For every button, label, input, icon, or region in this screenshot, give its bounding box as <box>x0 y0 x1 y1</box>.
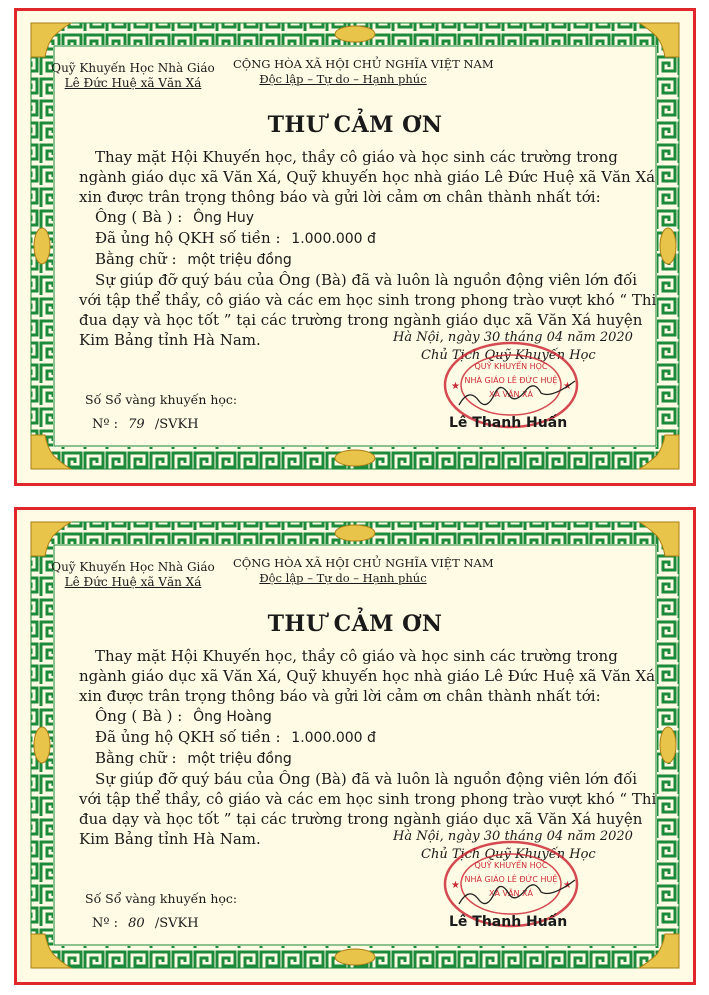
recipient-label: Ông ( Bà ) : <box>95 208 183 226</box>
closing-paragraph: Sự giúp đỡ quý báu của Ông (Bà) đã và luôn là nguồn động viên lớn đối với tập thể thầy, cô giáo và các em học sinh trong phong trào vượt khó “ Thi đua dạy và học tốt ” tại các trường trong ngành giáo dục xã Văn Xá huyện Kim Bảng tỉnh Hà Nam. <box>79 271 657 349</box>
intro-paragraph: Thay mặt Hội Khuyến học, thầy cô giáo và học sinh các trường trong ngành giáo dục xã Văn Xá, Quỹ khuyến học nhà giáo Lê Đức Huệ xã Văn Xá xin được trân trọng thông báo và gửi lời cảm ơn chân thành nhất tới: <box>79 647 656 705</box>
svg-text:NHÀ GIÁO LÊ ĐỨC HUỆ: NHÀ GIÁO LÊ ĐỨC HUỆ <box>464 376 558 385</box>
letter-body <box>79 646 659 849</box>
letter-title: THƯ CẢM ƠN <box>267 611 443 637</box>
signer-title: Chủ Tịch Quỹ Khuyến Học <box>421 847 596 862</box>
number-label: Nº : <box>92 417 118 432</box>
number-label: Nº : <box>92 916 118 931</box>
closing-paragraph: Sự giúp đỡ quý báu của Ông (Bà) đã và luôn là nguồn động viên lớn đối với tập thể thầy, cô giáo và các em học sinh trong phong trào vượt khó “ Thi đua dạy và học tốt ” tại các trường trong ngành giáo dục xã Văn Xá huyện Kim Bảng tỉnh Hà Nam. <box>79 770 657 848</box>
svg-text:★: ★ <box>563 381 572 392</box>
org-line-1: Quỹ Khuyến Học Nhà Giáo <box>51 560 215 574</box>
amount-row <box>79 228 659 249</box>
organization-name <box>45 560 221 590</box>
svg-text:★: ★ <box>451 880 460 891</box>
gold-book-number <box>92 417 199 432</box>
letter-body <box>79 147 659 350</box>
recipient-row <box>79 706 659 727</box>
gold-book-label: Số Sổ vàng khuyến học: <box>85 392 238 407</box>
svg-text:★: ★ <box>563 880 572 891</box>
signer-name: Lê Thanh Huấn <box>449 415 568 431</box>
svg-text:QUỸ KHUYẾN HỌC: QUỸ KHUYẾN HỌC <box>474 362 548 371</box>
amount-row <box>79 727 659 748</box>
nation-line-1: CỘNG HÒA XÃ HỘI CHỦ NGHĨA VIỆT NAM <box>233 57 494 71</box>
gold-book-number <box>92 916 199 931</box>
amount-label: Đã ủng hộ QKH số tiền : <box>95 229 281 247</box>
recipient-value: Ông Huy <box>193 210 255 226</box>
words-label: Bằng chữ : <box>95 250 177 268</box>
national-motto <box>233 57 494 87</box>
intro-paragraph: Thay mặt Hội Khuyến học, thầy cô giáo và học sinh các trường trong ngành giáo dục xã Văn Xá, Quỹ khuyến học nhà giáo Lê Đức Huệ xã Văn Xá xin được trân trọng thông báo và gửi lời cảm ơn chân thành nhất tới: <box>79 148 656 206</box>
signer-name: Lê Thanh Huấn <box>449 914 568 930</box>
thank-you-letter-2 <box>14 507 696 985</box>
letter-date: Hà Nội, ngày 30 tháng 04 năm 2020 <box>393 829 633 844</box>
national-motto <box>233 556 494 586</box>
gold-book-label: Số Sổ vàng khuyến học: <box>85 891 238 906</box>
signer-title: Chủ Tịch Quỹ Khuyến Học <box>421 348 596 363</box>
words-value: một triệu đồng <box>187 751 292 767</box>
amount-value: 1.000.000 đ <box>291 730 376 746</box>
thank-you-letter-1 <box>14 8 696 486</box>
number-value: 79 <box>128 417 145 432</box>
nation-line-1: CỘNG HÒA XÃ HỘI CHỦ NGHĨA VIỆT NAM <box>233 556 494 570</box>
svg-text:XÃ VĂN XÁ: XÃ VĂN XÁ <box>489 889 533 898</box>
words-value: một triệu đồng <box>187 252 292 268</box>
org-line-2: Lê Đức Huệ xã Văn Xá <box>64 76 202 90</box>
recipient-value: Ông Hoàng <box>193 709 272 725</box>
number-suffix: /SVKH <box>154 417 199 432</box>
svg-text:★: ★ <box>451 381 460 392</box>
letter-date: Hà Nội, ngày 30 tháng 04 năm 2020 <box>393 330 633 345</box>
nation-line-2: Độc lập – Tự do – Hạnh phúc <box>259 72 427 86</box>
number-suffix: /SVKH <box>154 916 199 931</box>
org-line-2: Lê Đức Huệ xã Văn Xá <box>64 575 202 589</box>
recipient-row <box>79 207 659 228</box>
org-line-1: Quỹ Khuyến Học Nhà Giáo <box>51 61 215 75</box>
number-value: 80 <box>128 916 145 931</box>
words-row <box>79 748 659 769</box>
letter-title: THƯ CẢM ƠN <box>267 112 443 138</box>
recipient-label: Ông ( Bà ) : <box>95 707 183 725</box>
svg-text:NHÀ GIÁO LÊ ĐỨC HUỆ: NHÀ GIÁO LÊ ĐỨC HUỆ <box>464 875 558 884</box>
amount-value: 1.000.000 đ <box>291 231 376 247</box>
svg-text:QUỸ KHUYẾN HỌC: QUỸ KHUYẾN HỌC <box>474 861 548 870</box>
nation-line-2: Độc lập – Tự do – Hạnh phúc <box>259 571 427 585</box>
svg-text:XÃ VĂN XÁ: XÃ VĂN XÁ <box>489 390 533 399</box>
amount-label: Đã ủng hộ QKH số tiền : <box>95 728 281 746</box>
organization-name <box>45 61 221 91</box>
words-row <box>79 249 659 270</box>
words-label: Bằng chữ : <box>95 749 177 767</box>
